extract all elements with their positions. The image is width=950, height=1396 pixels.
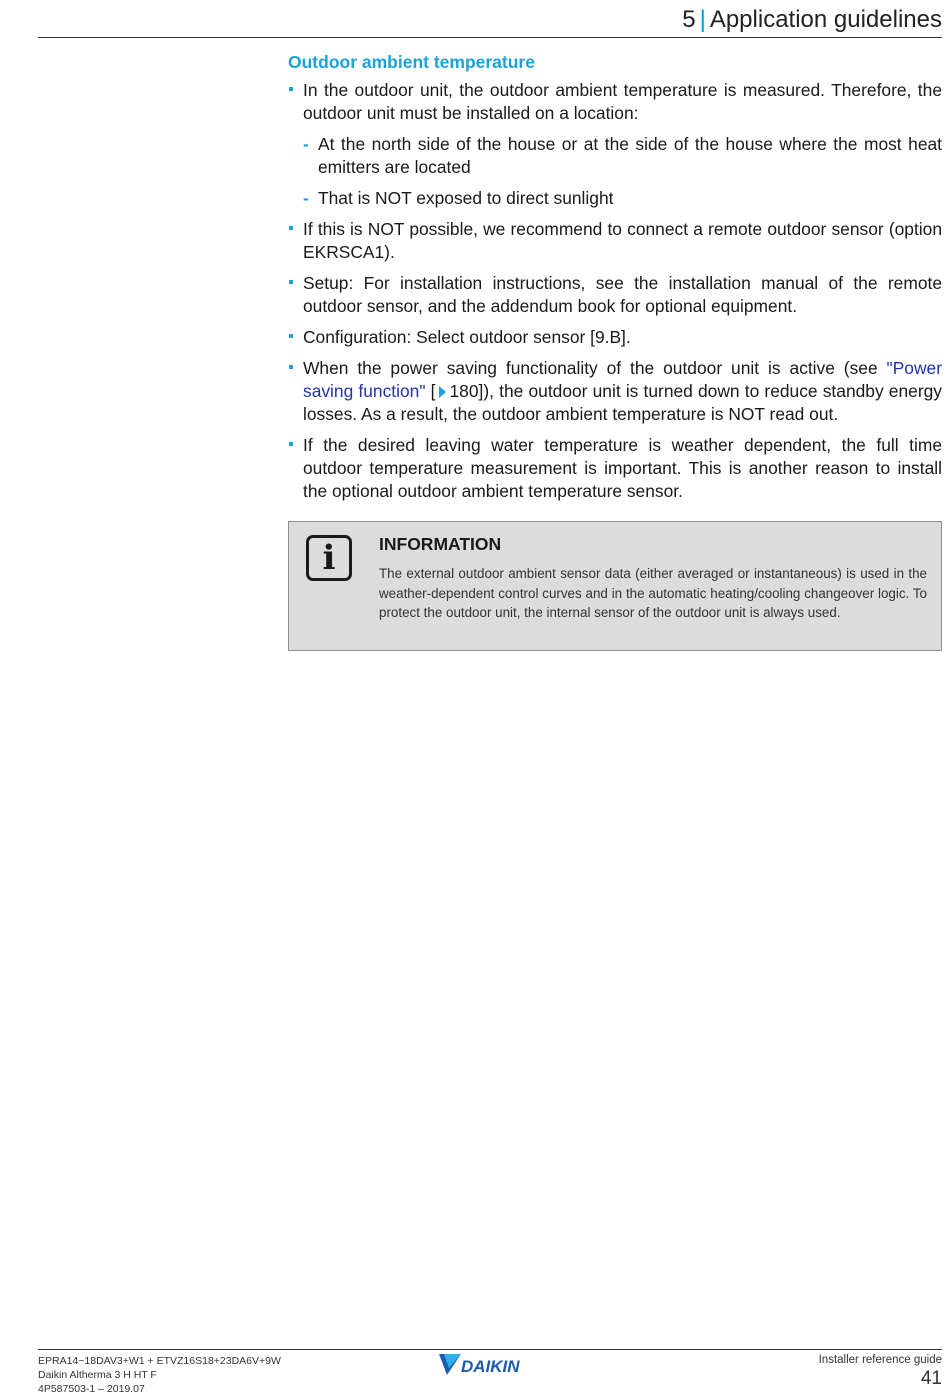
information-title: INFORMATION xyxy=(379,534,502,554)
sub-list-item: - That is NOT exposed to direct sunlight xyxy=(303,187,942,210)
footer-divider xyxy=(38,1349,942,1350)
page-reference-arrow-icon xyxy=(439,386,446,398)
chapter-heading xyxy=(682,6,942,34)
footer-guide-info xyxy=(819,1354,942,1390)
bullet-text-start: When the power saving functionality of the outdoor unit is active (see xyxy=(303,358,887,378)
daikin-logo xyxy=(437,1353,547,1377)
list-item: If the desired leaving water temperature is weather dependent, the full time outdoor temperature measurement is important. This is another reason to install the optional outdoor ambient temperature sensor. xyxy=(288,434,942,503)
list-item xyxy=(288,79,942,210)
sub-list xyxy=(303,133,942,210)
bullet-list xyxy=(288,79,942,503)
chapter-title: Application guidelines xyxy=(709,6,942,33)
page-header xyxy=(38,4,942,38)
footer-product: Daikin Altherma 3 H HT F xyxy=(38,1369,157,1381)
footer-model: EPRA14~18DAV3+W1 + ETVZ16S18+23DA6V+9W xyxy=(38,1355,281,1367)
chapter-separator: | xyxy=(699,6,706,33)
footer-guide-name: Installer reference guide xyxy=(818,1354,942,1366)
bullet-text: In the outdoor unit, the outdoor ambient temperature is measured. Therefore, the outdoor unit must be installed on a location: xyxy=(303,80,942,123)
logo-text: DAIKIN xyxy=(461,1357,520,1376)
list-item: Configuration: Select outdoor sensor [9.B]. xyxy=(288,326,942,349)
section-title: Outdoor ambient temperature xyxy=(288,52,535,72)
chapter-number: 5 xyxy=(682,6,696,33)
footer-document-info xyxy=(38,1354,281,1396)
page-number: 41 xyxy=(920,1368,942,1389)
information-box xyxy=(288,521,942,651)
sub-list-item: - At the north side of the house or at the side of the house where the most heat emitters are located xyxy=(303,133,942,179)
list-item xyxy=(288,357,942,426)
power-saving-function-link[interactable]: "Power saving function" xyxy=(303,358,942,401)
information-icon: i xyxy=(306,535,352,581)
page-reference[interactable]: 180 xyxy=(449,381,479,401)
main-content xyxy=(288,52,942,511)
list-item: If this is NOT possible, we recommend to connect a remote outdoor sensor (option EKRSCA1). xyxy=(288,218,942,264)
list-item: Setup: For installation instructions, see the installation manual of the remote outdoor sensor, and the addendum book for optional equipment. xyxy=(288,272,942,318)
bullet-text-end: ]), the outdoor unit is turned down to reduce standby energy losses. As a result, the outdoor ambient temperature is NOT read out. xyxy=(303,381,942,424)
information-text: The external outdoor ambient sensor data (either averaged or instantaneous) is used in the weather-dependent control curves and in the automatic heating/cooling changeover logic. To protect the outdoor unit, the internal sensor of the outdoor unit is always used. xyxy=(379,566,927,620)
footer-doc-number: 4P587503-1 – 2019.07 xyxy=(38,1383,145,1395)
bracket-open: [ xyxy=(425,381,436,401)
